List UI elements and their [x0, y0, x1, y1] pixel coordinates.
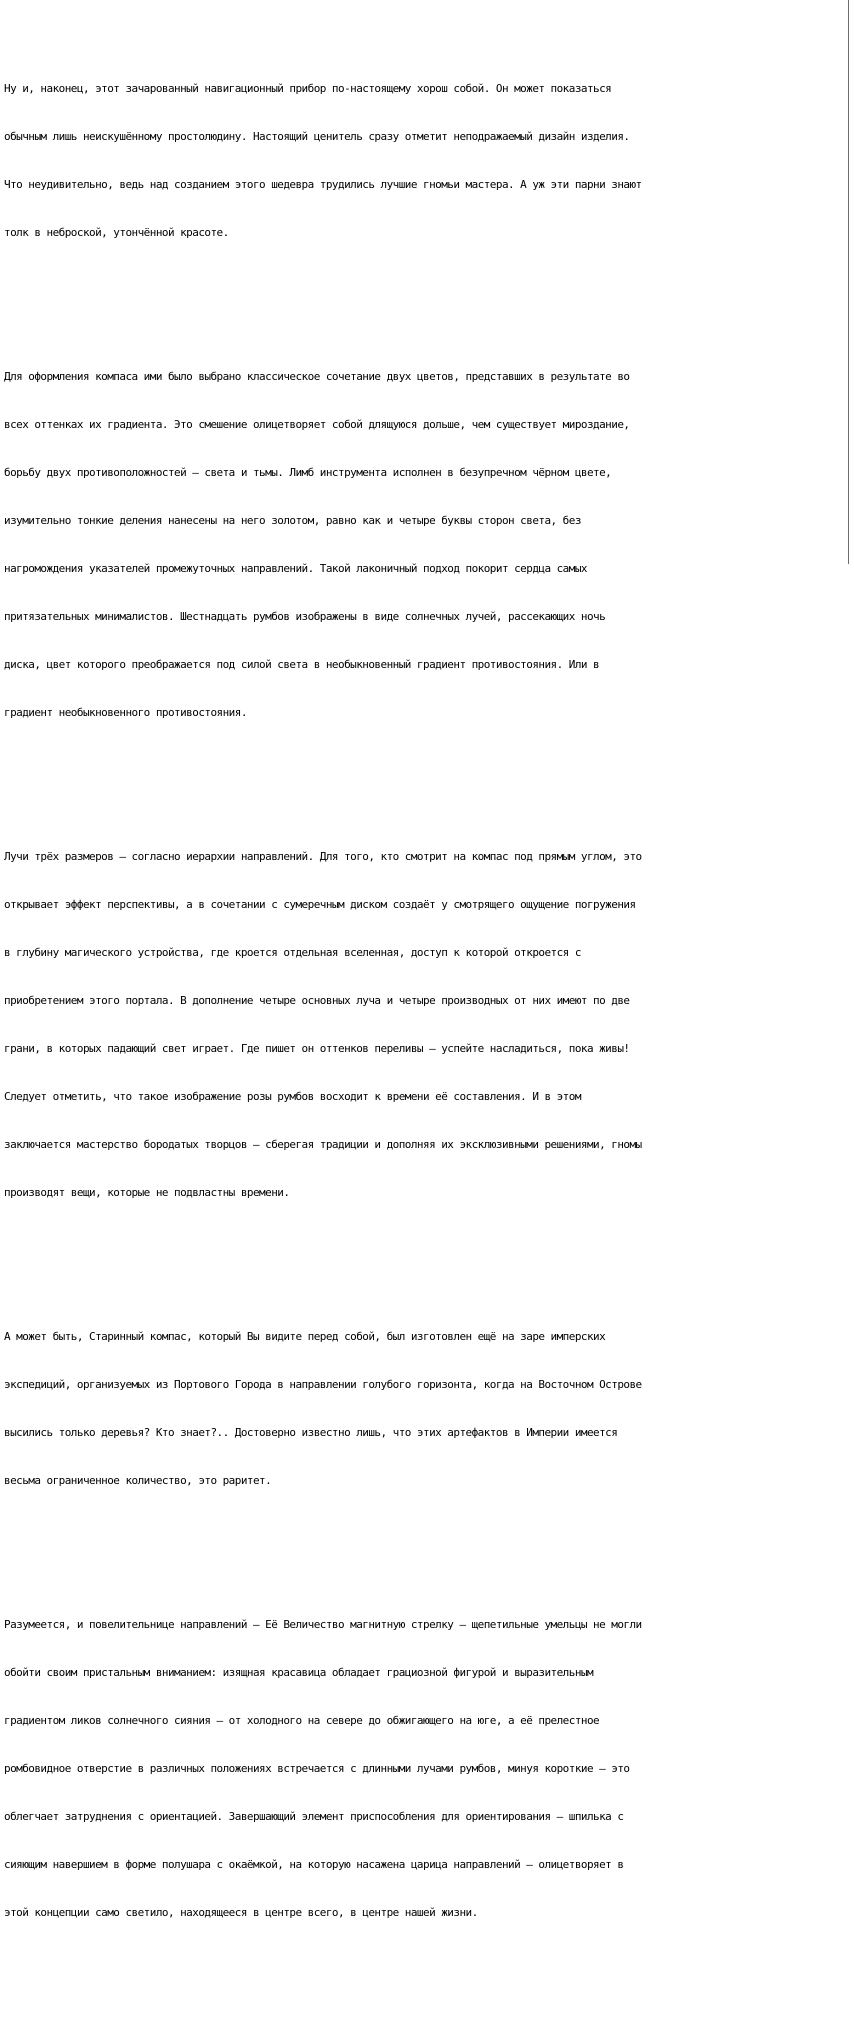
text-line: производят вещи, которые не подвластны времени. — [4, 1186, 290, 1199]
text-line: Ну и, наконец, этот зачарованный навигационный прибор по-настоящему хорош собой. Он может показаться — [4, 82, 612, 95]
text-line: Разумеется, и повелительнице направлений — Её Величество магнитную стрелку — щепетильные умельцы не могли — [4, 1618, 642, 1631]
text-line: заключается мастерство бородатых творцов — сберегая традиции и дополняя их эксклюзивными решениями, гномы — [4, 1138, 642, 1151]
text-line: толк в неброской, утончённой красоте. — [4, 226, 229, 239]
text-line: Лучи трёх размеров — согласно иерархии направлений. Для того, кто смотрит на компас под прямым углом, это — [4, 850, 642, 863]
text-line: приобретением этого портала. В дополнение четыре основных луча и четыре производных от них имеют по две — [4, 994, 630, 1007]
text-line: градиент необыкновенного противостояния. — [4, 706, 247, 719]
text-line: сияющим навершием в форме полушара с окаёмкой, на которую насажена царица направлений — олицетворяет в — [4, 1858, 624, 1871]
paragraph-4 — [4, 1297, 848, 1521]
text-line: облегчает затруднения с ориентацией. Завершающий элемент приспособления для ориентирования — шпилька с — [4, 1810, 624, 1823]
right-margin-strip — [849, 0, 854, 564]
text-line: борьбу двух противоположностей — света и тьмы. Лимб инструмента исполнен в безупречном чёрном цвете, — [4, 466, 612, 479]
text-line: диска, цвет которого преображается под силой света в необыкновенный градиент противостояния. Или в — [4, 658, 600, 671]
text-line: открывает эффект перспективы, а в сочетании с сумеречным диском создаёт у смотрящего ощущение погружения — [4, 898, 636, 911]
paragraph-1 — [4, 49, 848, 273]
text-line: нагромождения указателей промежуточных направлений. Такой лаконичный подход покорит сердца самых — [4, 562, 587, 575]
text-line: экспедиций, организуемых из Портового Города в направлении голубого горизонта, когда на Восточном Острове — [4, 1378, 642, 1391]
text-line: градиентом ликов солнечного сияния — от холодного на севере до обжигающего на юге, а её прелестное — [4, 1714, 600, 1727]
text-line: высились только деревья? Кто знает?.. Достоверно известно лишь, что этих артефактов в Империи имеется — [4, 1426, 618, 1439]
paragraph-5 — [4, 1585, 848, 1953]
text-line: обойти своим пристальным вниманием: изящная красавица обладает грациозной фигурой и выразительным — [4, 1666, 594, 1679]
text-line: Следует отметить, что такое изображение розы румбов восходит к времени её составления. И в этом — [4, 1090, 581, 1103]
text-line: в глубину магического устройства, где кроется отдельная вселенная, доступ к которой откроется с — [4, 946, 581, 959]
text-line: изумительно тонкие деления нанесены на него золотом, равно как и четыре буквы сторон света, без — [4, 514, 581, 527]
text-line: А может быть, Старинный компас, который Вы видите перед собой, был изготовлен ещё на заре имперских — [4, 1330, 606, 1343]
text-line: Что неудивительно, ведь над созданием этого шедевра трудились лучшие гномьи мастера. А уж эти парни знают — [4, 178, 642, 191]
paragraph-2 — [4, 337, 848, 753]
text-line: грани, в которых падающий свет играет. Где пишет он оттенков переливы — успейте насладиться, пока живы! — [4, 1042, 630, 1055]
text-line: притязательных минималистов. Шестнадцать румбов изображены в виде солнечных лучей, рассекающих ночь — [4, 610, 606, 623]
text-line: Для оформления компаса ими было выбрано классическое сочетание двух цветов, представших в результате во — [4, 370, 630, 383]
paragraph-3 — [4, 817, 848, 1233]
text-line: этой концепции само светило, находящееся в центре всего, в центре нашей жизни. — [4, 1906, 478, 1919]
text-line: весьма ограниченное количество, это раритет. — [4, 1474, 272, 1487]
text-line: всех оттенках их градиента. Это смешение олицетворяет собой длящуюся дольше, чем существует мироздание, — [4, 418, 630, 431]
text-line: обычным лишь неискушённому простолюдину. Настоящий ценитель сразу отметит неподражаемый дизайн изделия. — [4, 130, 630, 143]
text-line: ромбовидное отверстие в различных положениях встречается с длинными лучами румбов, минуя короткие — это — [4, 1762, 630, 1775]
